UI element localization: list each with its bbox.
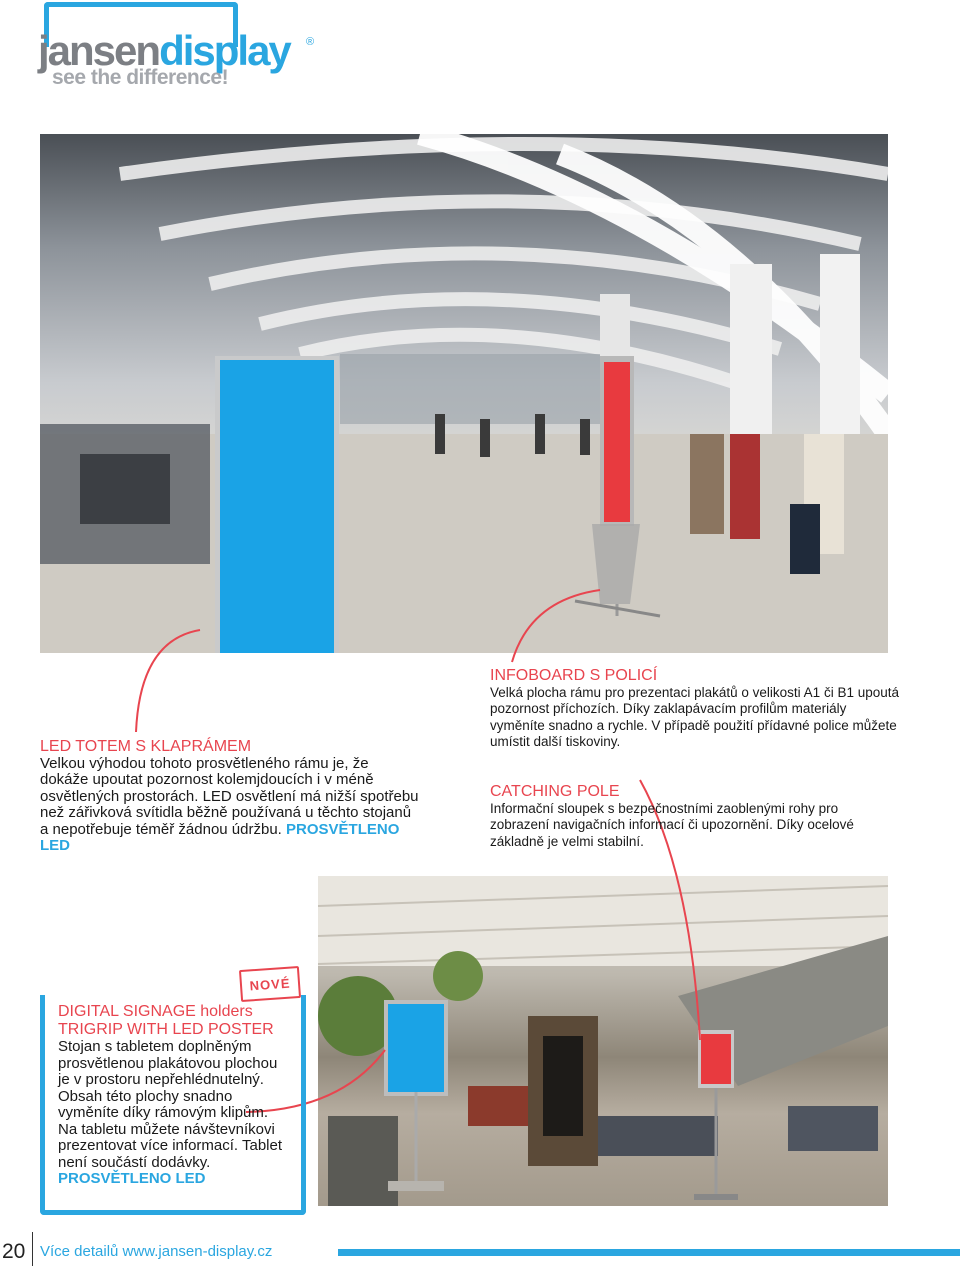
catching-pole-body: Informační sloupek s bezpečnostními zaoblenými rohy pro zobrazení navigačních informací či upozornění. Díky ocelové základně je velmi stabilní. xyxy=(490,800,854,849)
led-totem-section xyxy=(40,739,420,855)
digital-signage-heading-1: DIGITAL SIGNAGE holders xyxy=(58,1003,253,1020)
new-badge-label: NOVÉ xyxy=(249,975,291,993)
catching-pole-display xyxy=(701,1034,731,1084)
digital-signage-heading-2: TRIGRIP WITH LED POSTER xyxy=(58,1021,274,1038)
digital-signage-body: Stojan s tabletem doplněným prosvětlenou plakátovou plochou je v prostoru nepřehlédnutelný. Obsah této plochy snadno vyměníte díky rámovým klipům. Na tabletu můžete návštevníkovi prezentovat více informací. Tablet není součástí dodávky. xyxy=(58,1038,283,1171)
digital-signage-section xyxy=(58,1003,286,1188)
footer-accent-bar xyxy=(338,1249,960,1256)
logo-word-display: display xyxy=(159,27,290,74)
lobby-illustration xyxy=(318,876,888,1206)
digital-signage-accent: PROSVĚTLENO LED xyxy=(58,1170,206,1187)
catching-pole-heading: CATCHING POLE xyxy=(490,783,620,800)
footer-website-link[interactable]: Více detailů www.jansen-display.cz xyxy=(40,1243,273,1260)
led-totem-body: Velkou výhodou tohoto prosvětleného rámu je, že dokáže upoutat pozornost kolemjdoucích i v méně osvětlených prostorách. LED osvětlení má nižší spotřebu než zářivková svítidla běžně používaná u těchto stojanů a nepotřebuje téměř žádnou údržbu. xyxy=(40,754,419,838)
registered-mark: ® xyxy=(306,36,315,48)
infoboard-display xyxy=(604,362,630,522)
infoboard-section xyxy=(490,668,900,751)
trigrip-display xyxy=(388,1004,444,1092)
led-totem-display xyxy=(220,360,334,653)
brand-logo xyxy=(38,0,328,95)
logo-word-jansen: jansen xyxy=(38,27,160,74)
infoboard-heading: INFOBOARD S POLICÍ xyxy=(490,667,658,684)
airport-hall-illustration xyxy=(40,134,888,653)
led-totem-heading: LED TOTEM S KLAPRÁMEM xyxy=(40,738,252,755)
infoboard-body: Velká plocha rámu pro prezentaci plakátů o velikosti A1 či B1 upoutá pozornost příchozích. Díky zaklapávacím profilům materiály vyměníte snadno a rychle. V případě použití přídavné police můžete umístit další tiskoviny. xyxy=(490,684,899,749)
airport-hall-photo xyxy=(40,134,888,653)
catching-pole-section xyxy=(490,784,870,850)
led-totem-accent: PROSVĚTLENO LED xyxy=(40,820,400,854)
page-number: 20 xyxy=(2,1240,26,1263)
new-badge xyxy=(239,966,301,1002)
footer-divider xyxy=(32,1232,33,1266)
logo-tagline: see the difference! xyxy=(52,66,229,89)
lobby-photo xyxy=(318,876,888,1206)
